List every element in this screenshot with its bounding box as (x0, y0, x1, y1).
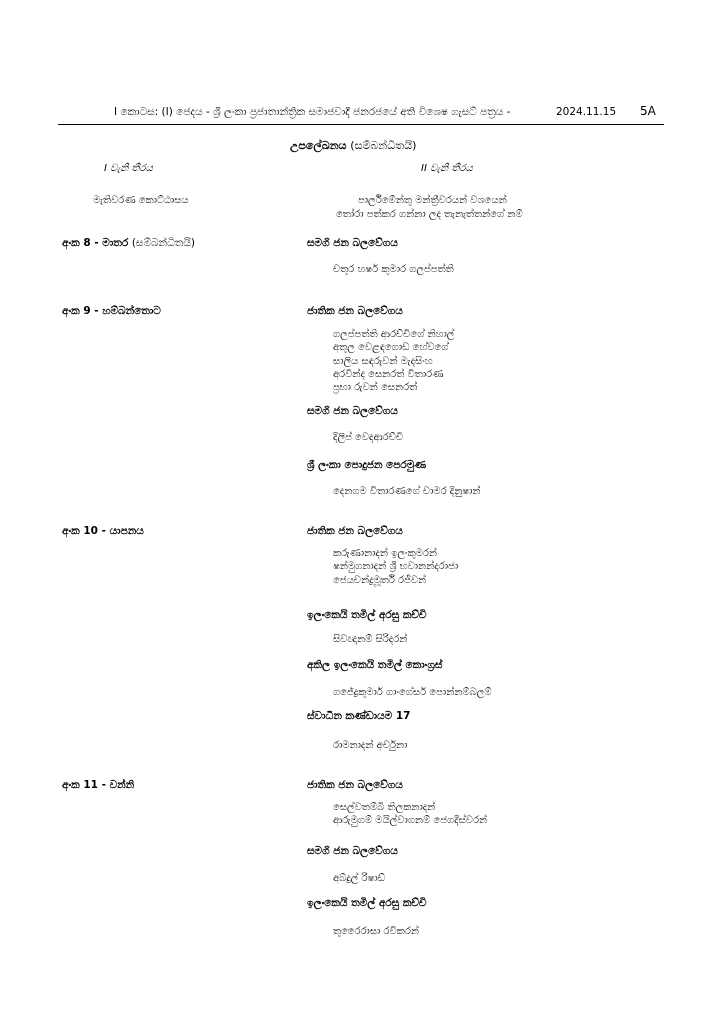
candidate-name: තුරෛරාසා රවිකරන් (333, 926, 419, 937)
candidate-list (333, 263, 454, 276)
schedule-title-paren: (සම්බන්ධිතයි) (350, 139, 417, 152)
candidate-name: කරුණානාදන් ඉලංකුමරන් (333, 548, 438, 559)
district-label: අංක 8 - මාතර (62, 237, 129, 249)
candidate-list (333, 801, 487, 828)
district-matara (62, 237, 195, 250)
column-2-subheading-line2: තෝරා පත්කර ගන්නා ලද තැනැත්තන්ගේ නම් (336, 209, 523, 220)
candidate-list (333, 872, 385, 885)
party-name: සමගි ජන බලවේගය (307, 845, 398, 857)
page-title (290, 139, 416, 153)
party-name: සමගි ජන බලවේගය (307, 237, 398, 249)
party-name: සමගි ජන බලවේගය (307, 405, 398, 417)
district-hambantota: අංක 9 - හම්බන්තොට (62, 305, 161, 317)
district-jaffna: අංක 10 - යාපනය (62, 525, 144, 537)
party-name: ජාතික ජන බලවේගය (307, 525, 403, 537)
candidate-name: ප්‍රභා රුවන් සෙනරත් (333, 382, 418, 394)
candidate-list (333, 485, 481, 498)
schedule-title: උපලේඛනය (290, 139, 347, 152)
candidate-name: ජෙයචන්ද්‍රමූර්ති රජීවන් (333, 574, 427, 586)
party-name: ශ්‍රී ලංකා පොදුජන පෙරමුණ (307, 459, 427, 471)
district-vanni: අංක 11 - වන්නි (62, 779, 135, 791)
header-date: 2024.11.15 (556, 106, 617, 118)
header-divider (58, 124, 664, 125)
party-name: අකිල ඉලංකෙයි තමිල් කොංග්‍රස් (307, 659, 443, 671)
candidate-name: ගලප්පත්ති ආරච්චිගේ නිහාල් (333, 329, 455, 340)
candidate-list (333, 925, 419, 938)
column-1-subheading: මැතිවරණ කොට්ඨාසය (93, 195, 189, 206)
column-1-heading: I වැනි තීරය (104, 163, 153, 174)
candidate-name: අරවින්ද සෙනරත් විතාරණ (333, 368, 444, 380)
candidate-name: දෙනගම විතාරණගේ චාමර දිනුෂාන් (333, 486, 481, 497)
candidate-name: ගජේද්‍රකුමාර් ගාංගේසර් පොන්නම්බලම් (333, 687, 492, 698)
district-label-paren: (සම්බන්ධිතයි) (131, 237, 196, 249)
candidate-name: අබ්දුල් රිෂාඩ් (333, 873, 386, 884)
header-title: I කොටස: (I) ජෙදය - ශ්‍රී ලංකා ප්‍රජාතාන්ත්‍රික සමාජවාදී ජනරජයේ අති විශෙෂ ගැසට් පත්‍රය - (114, 106, 511, 118)
party-name: ඉලංකෙයි තමිල් අරසු කච්චි (307, 609, 427, 621)
candidate-list (333, 739, 407, 752)
candidate-list (333, 633, 407, 646)
column-2-heading: II වැනි තීරය (421, 163, 473, 174)
party-name: ජාතික ජන බලවේගය (307, 305, 403, 317)
candidate-name: චතුර හර්ෂ කුමාර ගලප්පත්ති (333, 264, 454, 275)
candidate-name: ආරුමුගම් මයිල්වාගනම් ජෙගදීස්වරන් (333, 815, 488, 827)
candidate-name: ෂන්මුගනාදන් ශ්‍රී භවානන්දරාජා (333, 561, 459, 573)
candidate-list (333, 431, 403, 444)
party-name: ජාතික ජන බලවේගය (307, 779, 403, 791)
column-2-subheading-line1: පාර්ලිමේන්තු මන්ත්‍රීවරයන් වශයෙන් (358, 195, 507, 206)
candidate-name: සෙල්වතම්බි තිලකනාදන් (333, 802, 436, 813)
candidate-name: අතුල වෙළඳගොඩ හේවගේ (333, 342, 449, 354)
party-name: ස්වාධීන කණ්ඩායම 17 (307, 710, 411, 722)
candidate-name: සිවඥානම් සිරිදරන් (333, 634, 408, 645)
candidate-name: සාලිය සඳරුවන් මැදසිංහ (333, 355, 433, 367)
candidate-list (333, 547, 458, 587)
candidate-list (333, 686, 492, 699)
page-number: 5A (640, 104, 656, 118)
candidate-list (333, 328, 454, 394)
party-name: ඉලංකෙයි තමිල් අරසු කච්චි (307, 897, 427, 909)
candidate-name: දිලිප් වෙදආරච්චි (333, 432, 404, 443)
candidate-name: රාමනාදන් අර්චුනා (333, 740, 408, 751)
